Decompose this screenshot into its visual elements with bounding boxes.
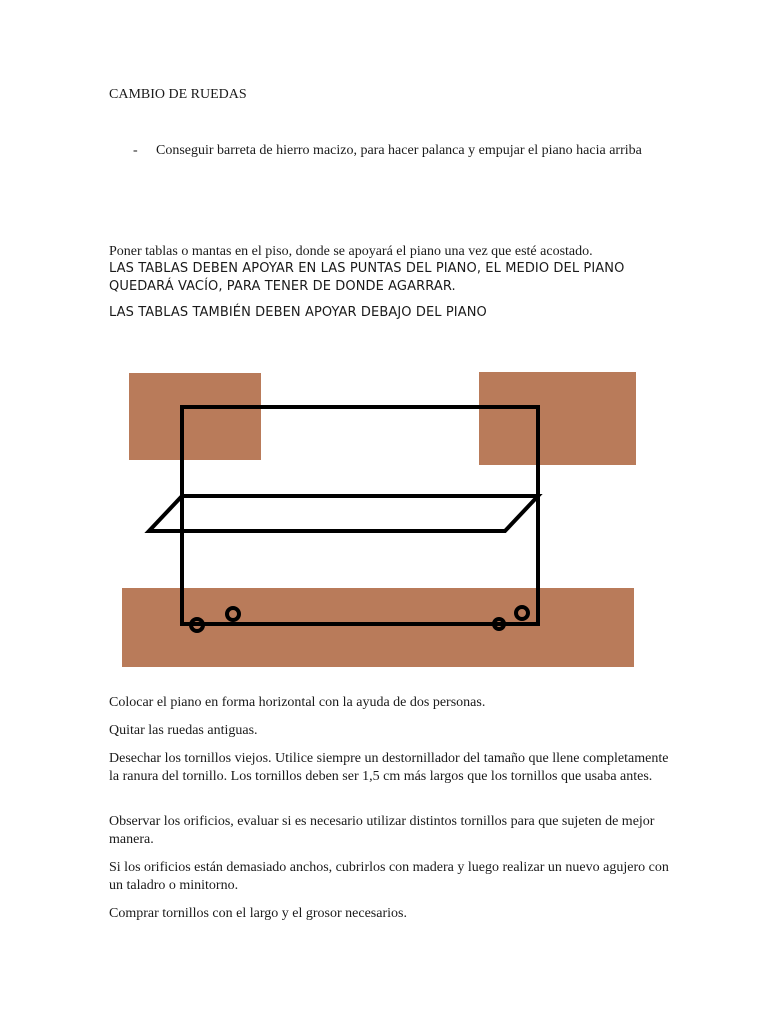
board-top-left (129, 373, 261, 460)
paragraph-boards: Poner tablas o mantas en el piso, donde se apoyará el piano una vez que esté acostado. (109, 244, 593, 259)
paragraph-boards-ends: LAS TABLAS DEBEN APOYAR EN LAS PUNTAS DEL PIANO, EL MEDIO DEL PIANO QUEDARÁ VACÍO, PARA TENER DE DONDE AGARRAR. (109, 261, 625, 294)
document-title: CAMBIO DE RUEDAS (109, 87, 247, 102)
paragraph-boards-under: LAS TABLAS TAMBIÉN DEBEN APOYAR DEBAJO DEL PIANO (109, 305, 487, 320)
paragraph-holes: Observar los orificios, evaluar si es necesario utilizar distintos tornillos para que sujeten de mejor manera. (109, 814, 655, 847)
board-bottom (122, 588, 634, 667)
paragraph-remove-wheels: Quitar las ruedas antiguas. (109, 723, 258, 738)
paragraph-wide-holes: Si los orificios están demasiado anchos, cubrirlos con madera y luego realizar un nuevo agujero con un taladro o minitorno. (109, 860, 669, 893)
paragraph-horizontal: Colocar el piano en forma horizontal con la ayuda de dos personas. (109, 695, 486, 710)
paragraph-screws: Desechar los tornillos viejos. Utilice siempre un destornillador del tamaño que llene completamente la ranura del tornillo. Los tornillos deben ser 1,5 cm más largos que los tornillos que usaba antes. (109, 751, 669, 784)
bullet-text: Conseguir barreta de hierro macizo, para hacer palanca y empujar el piano hacia arriba (156, 143, 642, 158)
bullet-marker: - (133, 143, 138, 158)
piano-keyboard-outline (149, 496, 538, 531)
board-top-right (479, 372, 636, 465)
paragraph-buy-screws: Comprar tornillos con el largo y el grosor necesarios. (109, 906, 407, 921)
